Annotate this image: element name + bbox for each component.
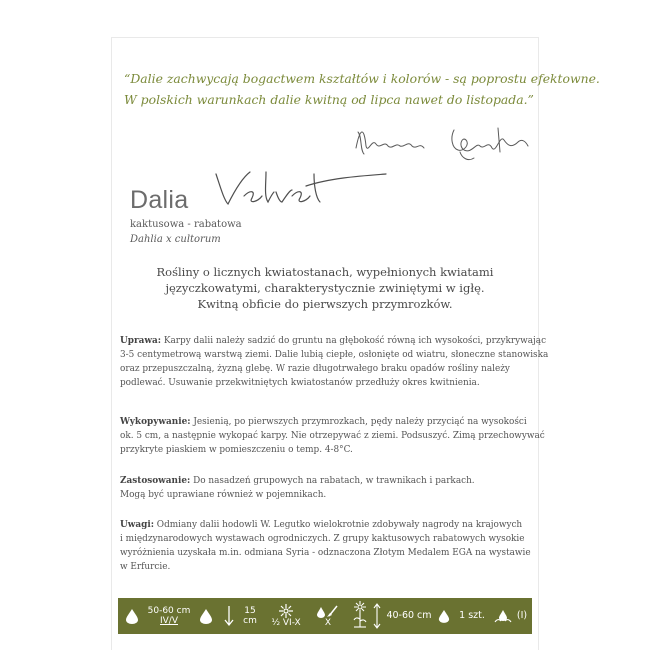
product-name: Dalia [130, 186, 189, 214]
quantity-info [454, 598, 490, 634]
section-line: Do nasadzeń grupowych na rabatach, w trawnikach i parkach. [190, 476, 475, 486]
section-line: Karpy dalii należy sadzić do gruntu na głębokość równą ich wysokości, przykrywając [161, 336, 547, 346]
flowering-period: ½ VI-X [271, 618, 301, 628]
section-line: Jesienią, po pierwszych przymrozkach, pędy należy przyciąć na wysokości [190, 417, 527, 427]
quantity-value: 1 szt. [459, 610, 485, 621]
section-line: ok. 5 cm, a następnie wykopać karpy. Nie otrzepywać z ziemi. Podsuszyć. Zimą przechowywać [120, 431, 545, 441]
seed-packet [112, 38, 600, 650]
lead-line: języczkowatymi, charakterystycznie zwiniętymi w igłę. [165, 281, 485, 295]
section-line: i międzynarodowych wystawach ogrodniczych. Z grupy kaktusowych rabatowych wysokie [120, 534, 525, 544]
flowering-info [264, 598, 308, 634]
section-line: podlewać. Usuwanie przekwitniętych kwiatostanów przedłuży okres kwitnienia. [120, 378, 480, 388]
section-line: przykryte piaskiem w pomieszczeniu o temp. 4-8°C. [120, 445, 353, 455]
product-type: kaktusowa - rabatowa [130, 219, 242, 230]
harvest-info [310, 598, 346, 634]
depth-unit: cm [243, 616, 257, 626]
height-arrow-icon [372, 598, 382, 634]
section-label: Uwagi: [120, 520, 154, 530]
section-line: wyróżnienia uzyskała m.in. odmiana Syria - odznaczona Złotym Medalem EGA na wystawie [120, 548, 531, 558]
title-row [130, 168, 390, 218]
info-footer [118, 598, 532, 634]
lead-text [112, 264, 538, 312]
quote-line-2: W polskich warunkach dalie kwitną od lipca nawet do listopada.” [124, 92, 534, 107]
quote [124, 68, 600, 110]
tuber-icon [436, 598, 452, 634]
section-line: Odmiany dalii hodowli W. Legutko wielokrotnie zdobywały nagrody na krajowych [153, 520, 523, 530]
section-zastosowanie [120, 474, 532, 502]
lead-line: Kwitną obficie do pierwszych przymrozków. [197, 297, 453, 311]
section-uwagi [120, 518, 532, 574]
section-line: 3-5 centymetrową warstwą ziemi. Dalie lubią ciepłe, osłonięte od wiatru, słoneczne stanowiska [120, 350, 549, 360]
section-line: Mogą być uprawiane również w pojemnikach. [120, 490, 327, 500]
spacing-period: IV/V [160, 616, 178, 626]
signature [350, 118, 532, 164]
section-label: Uprawa: [120, 336, 162, 346]
height-value: 40-60 cm [386, 610, 432, 621]
lead-line: Rośliny o licznych kwiatostanach, wypełnionych kwiatami [156, 265, 494, 279]
depth-value: 15 [244, 606, 256, 616]
harvest-month: X [324, 618, 332, 628]
spacing-info [144, 598, 194, 634]
plant-height-icon [350, 598, 370, 634]
tuber-icon [122, 598, 142, 634]
depth-arrow-icon [222, 598, 236, 634]
section-wykopywanie [120, 415, 545, 457]
section-line: w Erfurcie. [120, 562, 171, 572]
section-uprawa [120, 334, 549, 390]
depth-info [238, 598, 262, 634]
quote-line-1: “Dalie zachwycają bogactwem kształtów i kolorów - są poprostu efektowne. [124, 71, 600, 86]
section-line: oraz przepuszczalną, żyzną glebę. W razie długotrwałego braku opadów rośliny należy [120, 364, 510, 374]
class-info [514, 598, 530, 634]
spacing-value: 50-60 cm [147, 606, 191, 616]
shovel-tuber-icon [315, 604, 341, 618]
tuber-class: (I) [516, 610, 528, 621]
height-info [384, 598, 434, 634]
tuber-icon [196, 598, 216, 634]
tubers-class-icon [492, 598, 514, 634]
section-label: Wykopywanie: [120, 417, 191, 427]
variety-script [210, 168, 390, 212]
section-label: Zastosowanie: [120, 476, 191, 486]
latin-name: Dahlia x cultorum [130, 234, 221, 245]
flower-icon [279, 604, 293, 618]
